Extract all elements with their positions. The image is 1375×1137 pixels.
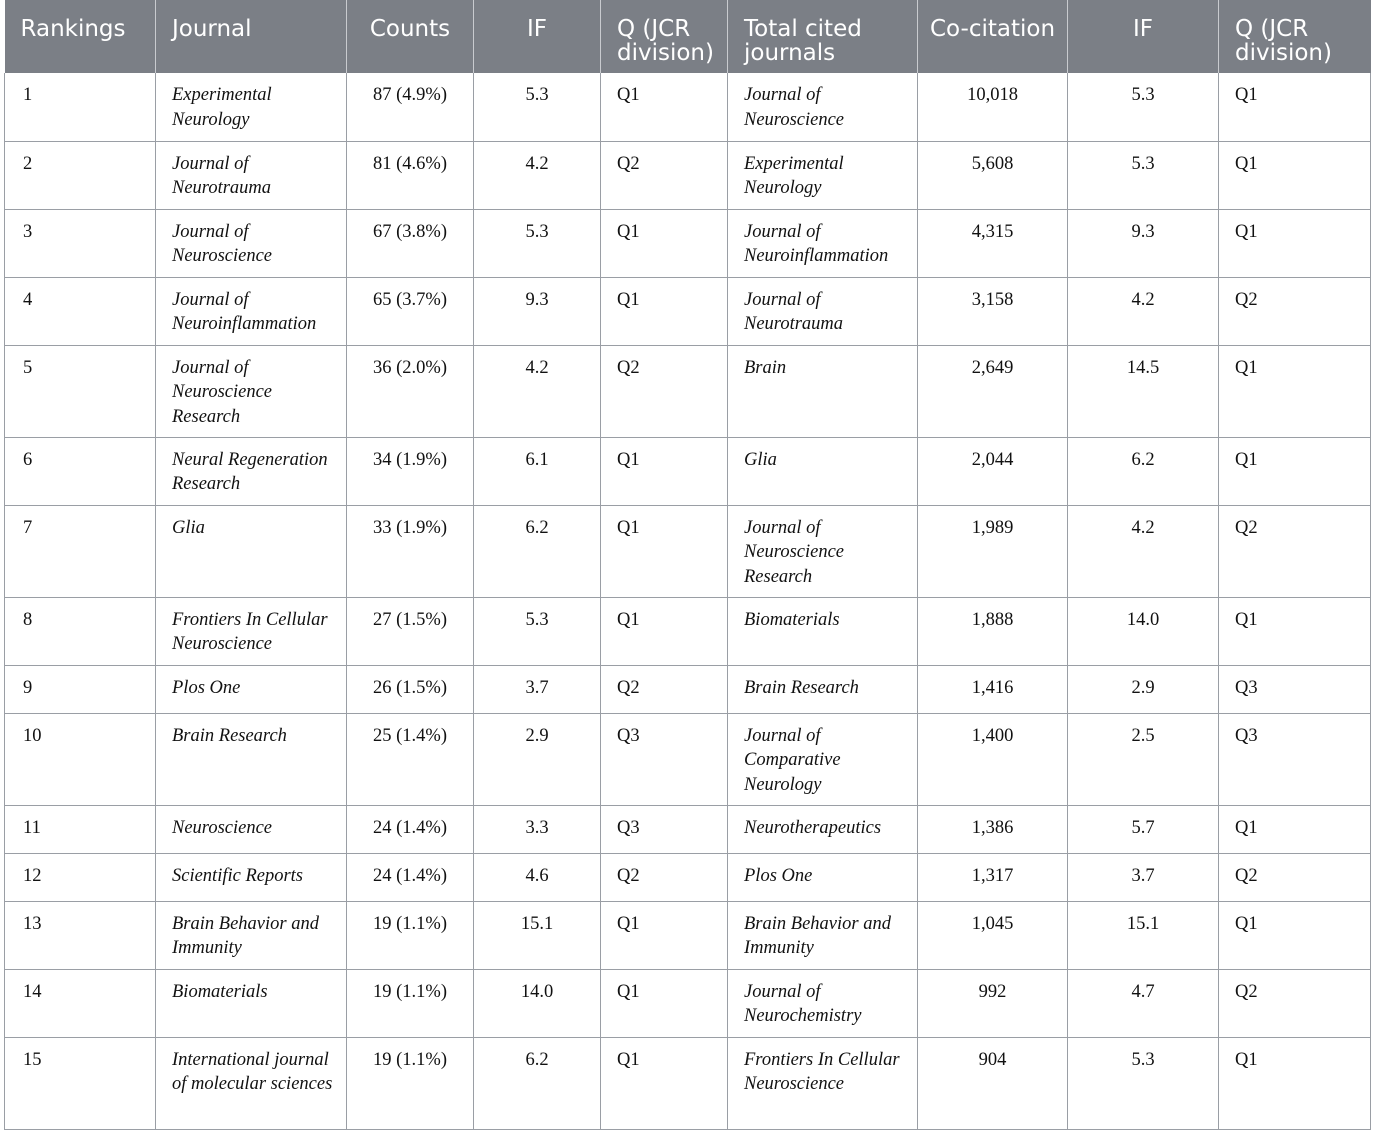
- cited-journal-cell: Journal of Neurochemistry: [728, 969, 918, 1037]
- cited-impact-factor-cell: 6.2: [1068, 437, 1219, 505]
- cited-impact-factor-cell: 5.3: [1068, 141, 1219, 209]
- cited-jcr-division-cell: Q2: [1219, 277, 1371, 345]
- rank-cell: 5: [5, 345, 156, 437]
- rank-cell: 1: [5, 73, 156, 141]
- jcr-division-cell: Q2: [601, 345, 728, 437]
- counts-cell: 81 (4.6%): [347, 141, 474, 209]
- cited-impact-factor-cell: 4.2: [1068, 505, 1219, 597]
- journal-cell: Plos One: [156, 665, 347, 713]
- cited-impact-factor-cell: 2.9: [1068, 665, 1219, 713]
- counts-cell: 19 (1.1%): [347, 1037, 474, 1129]
- table-row: [5, 901, 1371, 969]
- cited-jcr-division-cell: Q1: [1219, 345, 1371, 437]
- table-header: [5, 0, 1371, 73]
- rank-cell: 10: [5, 713, 156, 805]
- cited-journal-cell: Experimental Neurology: [728, 141, 918, 209]
- journal-cell: Experimental Neurology: [156, 73, 347, 141]
- co-citation-cell: 4,315: [918, 209, 1068, 277]
- co-citation-cell: 1,416: [918, 665, 1068, 713]
- jcr-division-cell: Q3: [601, 713, 728, 805]
- co-citation-cell: 1,386: [918, 805, 1068, 853]
- counts-cell: 27 (1.5%): [347, 597, 474, 665]
- table-row: [5, 969, 1371, 1037]
- cited-jcr-division-cell: Q1: [1219, 901, 1371, 969]
- co-citation-cell: 5,608: [918, 141, 1068, 209]
- cited-journal-cell: Brain: [728, 345, 918, 437]
- cited-impact-factor-cell: 5.3: [1068, 1037, 1219, 1129]
- co-citation-cell: 3,158: [918, 277, 1068, 345]
- journal-cell: Glia: [156, 505, 347, 597]
- header-co-citation: Co-citation: [918, 0, 1068, 73]
- table-row: [5, 73, 1371, 141]
- table-row: [5, 209, 1371, 277]
- cited-jcr-division-cell: Q2: [1219, 969, 1371, 1037]
- table-row: [5, 597, 1371, 665]
- cited-jcr-division-cell: Q1: [1219, 437, 1371, 505]
- cited-jcr-division-cell: Q3: [1219, 665, 1371, 713]
- cited-journal-cell: Biomaterials: [728, 597, 918, 665]
- jcr-division-cell: Q2: [601, 665, 728, 713]
- header-if-cited: IF: [1068, 0, 1219, 73]
- cited-impact-factor-cell: 4.2: [1068, 277, 1219, 345]
- counts-cell: 87 (4.9%): [347, 73, 474, 141]
- rank-cell: 3: [5, 209, 156, 277]
- cited-impact-factor-cell: 4.7: [1068, 969, 1219, 1037]
- journal-cell: Scientific Reports: [156, 853, 347, 901]
- rank-cell: 11: [5, 805, 156, 853]
- journal-cell: Neural Regeneration Research: [156, 437, 347, 505]
- journal-cell: Brain Behavior and Immunity: [156, 901, 347, 969]
- impact-factor-cell: 5.3: [474, 73, 601, 141]
- counts-cell: 36 (2.0%): [347, 345, 474, 437]
- header-q-jcr-division-cited: Q (JCR division): [1219, 0, 1371, 73]
- journal-cell: Frontiers In Cellular Neuroscience: [156, 597, 347, 665]
- jcr-division-cell: Q1: [601, 505, 728, 597]
- rank-cell: 14: [5, 969, 156, 1037]
- table-row: [5, 277, 1371, 345]
- rank-cell: 8: [5, 597, 156, 665]
- cited-jcr-division-cell: Q1: [1219, 1037, 1371, 1129]
- co-citation-cell: 1,400: [918, 713, 1068, 805]
- cited-jcr-division-cell: Q3: [1219, 713, 1371, 805]
- counts-cell: 24 (1.4%): [347, 805, 474, 853]
- jcr-division-cell: Q1: [601, 437, 728, 505]
- impact-factor-cell: 3.3: [474, 805, 601, 853]
- impact-factor-cell: 6.1: [474, 437, 601, 505]
- jcr-division-cell: Q1: [601, 277, 728, 345]
- cited-jcr-division-cell: Q1: [1219, 141, 1371, 209]
- header-total-cited-journals: Total cited journals: [728, 0, 918, 73]
- cited-impact-factor-cell: 3.7: [1068, 853, 1219, 901]
- table-row: [5, 713, 1371, 805]
- rank-cell: 7: [5, 505, 156, 597]
- header-counts: Counts: [347, 0, 474, 73]
- jcr-division-cell: Q1: [601, 597, 728, 665]
- rank-cell: 9: [5, 665, 156, 713]
- cited-impact-factor-cell: 14.5: [1068, 345, 1219, 437]
- cited-journal-cell: Journal of Neuroscience Research: [728, 505, 918, 597]
- counts-cell: 19 (1.1%): [347, 969, 474, 1037]
- cited-jcr-division-cell: Q1: [1219, 209, 1371, 277]
- counts-cell: 24 (1.4%): [347, 853, 474, 901]
- journal-cell: Journal of Neuroinflammation: [156, 277, 347, 345]
- co-citation-cell: 1,888: [918, 597, 1068, 665]
- cited-impact-factor-cell: 5.7: [1068, 805, 1219, 853]
- impact-factor-cell: 4.6: [474, 853, 601, 901]
- jcr-division-cell: Q1: [601, 969, 728, 1037]
- counts-cell: 67 (3.8%): [347, 209, 474, 277]
- impact-factor-cell: 5.3: [474, 209, 601, 277]
- cited-impact-factor-cell: 2.5: [1068, 713, 1219, 805]
- cited-impact-factor-cell: 9.3: [1068, 209, 1219, 277]
- impact-factor-cell: 9.3: [474, 277, 601, 345]
- table-row: [5, 853, 1371, 901]
- table-row: [5, 345, 1371, 437]
- table-row: [5, 805, 1371, 853]
- co-citation-cell: 992: [918, 969, 1068, 1037]
- journal-cell: Journal of Neuroscience: [156, 209, 347, 277]
- journal-cell: International journal of molecular sciences: [156, 1037, 347, 1129]
- header-if: IF: [474, 0, 601, 73]
- jcr-division-cell: Q1: [601, 901, 728, 969]
- impact-factor-cell: 4.2: [474, 345, 601, 437]
- rank-cell: 15: [5, 1037, 156, 1129]
- journal-cell: Brain Research: [156, 713, 347, 805]
- rank-cell: 2: [5, 141, 156, 209]
- header-row: [5, 0, 1371, 73]
- table-row: [5, 437, 1371, 505]
- journal-ranking-table: [4, 0, 1371, 1130]
- jcr-division-cell: Q1: [601, 73, 728, 141]
- impact-factor-cell: 4.2: [474, 141, 601, 209]
- impact-factor-cell: 6.2: [474, 1037, 601, 1129]
- counts-cell: 25 (1.4%): [347, 713, 474, 805]
- impact-factor-cell: 3.7: [474, 665, 601, 713]
- counts-cell: 34 (1.9%): [347, 437, 474, 505]
- jcr-division-cell: Q1: [601, 209, 728, 277]
- counts-cell: 26 (1.5%): [347, 665, 474, 713]
- jcr-division-cell: Q2: [601, 853, 728, 901]
- cited-impact-factor-cell: 15.1: [1068, 901, 1219, 969]
- journal-cell: Biomaterials: [156, 969, 347, 1037]
- co-citation-cell: 10,018: [918, 73, 1068, 141]
- cited-impact-factor-cell: 14.0: [1068, 597, 1219, 665]
- co-citation-cell: 2,044: [918, 437, 1068, 505]
- journal-cell: Journal of Neuroscience Research: [156, 345, 347, 437]
- header-rankings: Rankings: [5, 0, 156, 73]
- cited-journal-cell: Journal of Comparative Neurology: [728, 713, 918, 805]
- cited-journal-cell: Brain Behavior and Immunity: [728, 901, 918, 969]
- counts-cell: 33 (1.9%): [347, 505, 474, 597]
- co-citation-cell: 1,045: [918, 901, 1068, 969]
- rank-cell: 4: [5, 277, 156, 345]
- table-row: [5, 141, 1371, 209]
- header-q-jcr-division: Q (JCR division): [601, 0, 728, 73]
- cited-impact-factor-cell: 5.3: [1068, 73, 1219, 141]
- impact-factor-cell: 14.0: [474, 969, 601, 1037]
- rank-cell: 12: [5, 853, 156, 901]
- impact-factor-cell: 5.3: [474, 597, 601, 665]
- cited-journal-cell: Journal of Neuroinflammation: [728, 209, 918, 277]
- header-journal: Journal: [156, 0, 347, 73]
- cited-journal-cell: Plos One: [728, 853, 918, 901]
- cited-jcr-division-cell: Q2: [1219, 853, 1371, 901]
- cited-journal-cell: Brain Research: [728, 665, 918, 713]
- rank-cell: 6: [5, 437, 156, 505]
- impact-factor-cell: 6.2: [474, 505, 601, 597]
- cited-jcr-division-cell: Q1: [1219, 73, 1371, 141]
- jcr-division-cell: Q2: [601, 141, 728, 209]
- cited-jcr-division-cell: Q2: [1219, 505, 1371, 597]
- table-row: [5, 665, 1371, 713]
- cited-jcr-division-cell: Q1: [1219, 805, 1371, 853]
- journal-cell: Neuroscience: [156, 805, 347, 853]
- journal-cell: Journal of Neurotrauma: [156, 141, 347, 209]
- cited-journal-cell: Glia: [728, 437, 918, 505]
- cited-jcr-division-cell: Q1: [1219, 597, 1371, 665]
- impact-factor-cell: 15.1: [474, 901, 601, 969]
- rank-cell: 13: [5, 901, 156, 969]
- counts-cell: 19 (1.1%): [347, 901, 474, 969]
- cited-journal-cell: Journal of Neurotrauma: [728, 277, 918, 345]
- cited-journal-cell: Frontiers In Cellular Neuroscience: [728, 1037, 918, 1129]
- table-row: [5, 505, 1371, 597]
- co-citation-cell: 904: [918, 1037, 1068, 1129]
- cited-journal-cell: Journal of Neuroscience: [728, 73, 918, 141]
- table-row: [5, 1037, 1371, 1129]
- cited-journal-cell: Neurotherapeutics: [728, 805, 918, 853]
- co-citation-cell: 2,649: [918, 345, 1068, 437]
- jcr-division-cell: Q1: [601, 1037, 728, 1129]
- co-citation-cell: 1,989: [918, 505, 1068, 597]
- counts-cell: 65 (3.7%): [347, 277, 474, 345]
- table-body: [5, 73, 1371, 1129]
- jcr-division-cell: Q3: [601, 805, 728, 853]
- co-citation-cell: 1,317: [918, 853, 1068, 901]
- impact-factor-cell: 2.9: [474, 713, 601, 805]
